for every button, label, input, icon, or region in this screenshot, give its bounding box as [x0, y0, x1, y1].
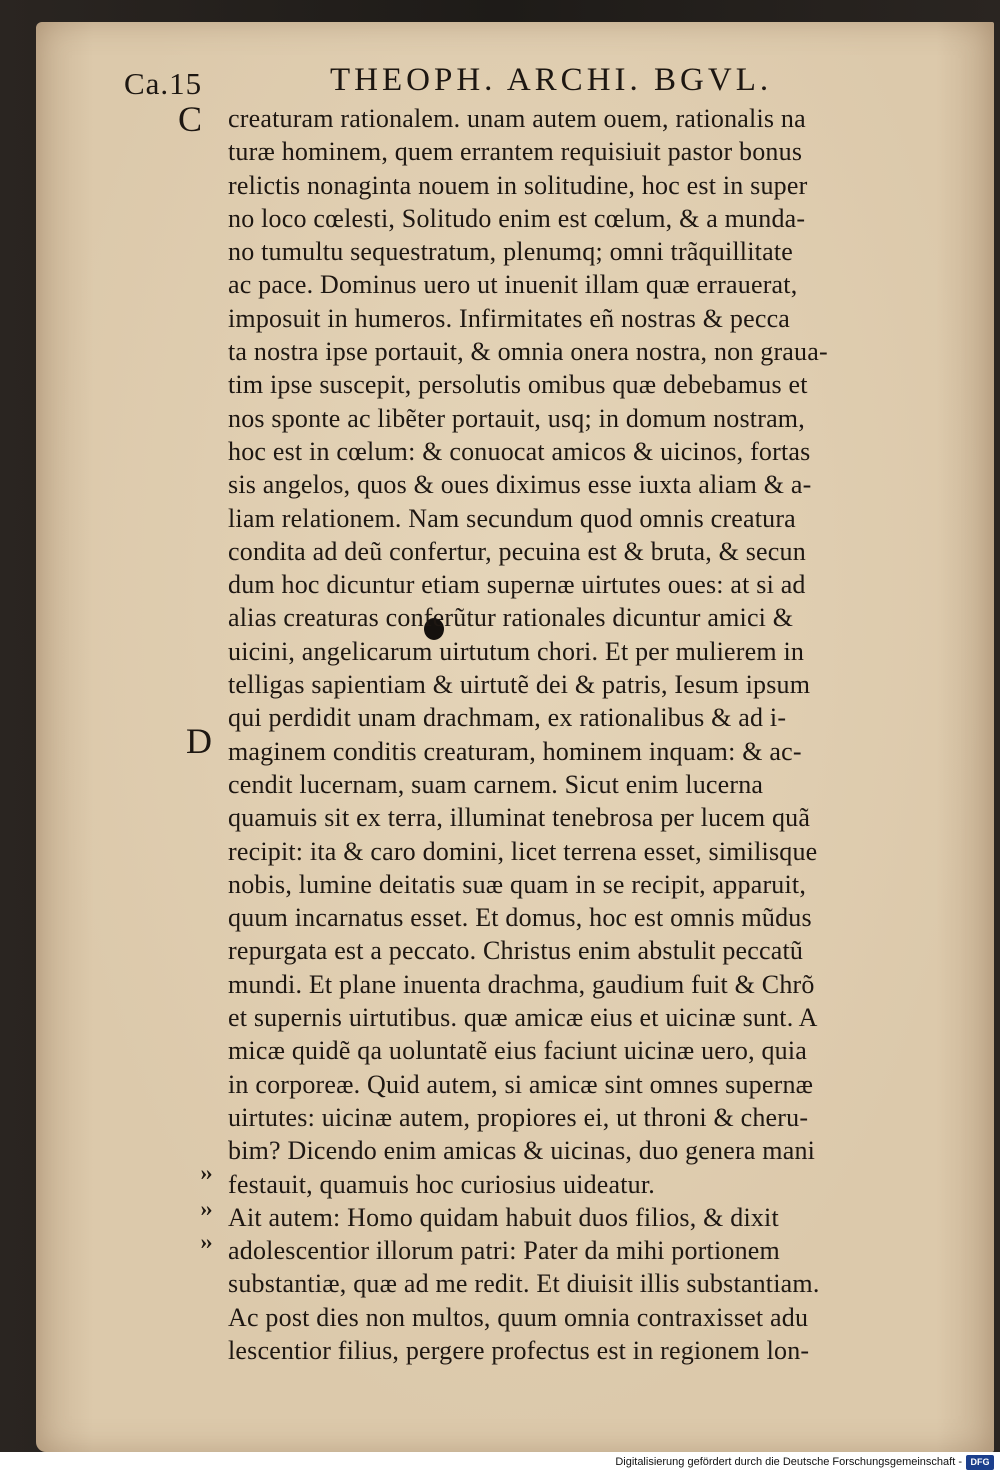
text-line: quamuis sit ex terra, illuminat tenebrosa per lucem quã: [228, 803, 811, 833]
text-line: in corporeæ. Quid autem, si amicæ sint omnes supernæ: [228, 1069, 814, 1099]
text-line: ac pace. Dominus uero ut inuenit illam quæ errauerat,: [228, 270, 798, 300]
text-line: qui perdidit unam drachmam, ex rationalibus & ad i-: [228, 703, 787, 733]
text-line: hoc est in cœlum: & conuocat amicos & uicinos, fortas: [228, 436, 811, 466]
text-line: no loco cœlesti, Solitudo enim est cœlum, & a munda-: [228, 203, 806, 233]
text-line: recipit: ita & caro domini, licet terrena esset, similisque: [228, 836, 818, 866]
text-line: bim? Dicendo enim amicas & uicinas, duo genera mani: [228, 1136, 816, 1166]
text-line: sis angelos, quos & oues diximus esse iuxta aliam & a-: [228, 470, 812, 500]
text-line: adolescentior illorum patri: Pater da mihi portionem: [228, 1236, 780, 1266]
text-line: tim ipse suscepit, persolutis omibus quæ debebamus et: [228, 370, 808, 400]
text-line: et supernis uirtutibus. quæ amicæ eius et uicinæ sunt. A: [228, 1003, 818, 1033]
text-line: turæ hominem, quem errantem requisiuit pastor bonus: [228, 137, 803, 167]
quote-mark: ››: [200, 1160, 211, 1185]
body-text: [228, 102, 938, 1367]
text-line: festauit, quamuis hoc curiosius uideatur.: [228, 1169, 656, 1199]
text-line: micæ quidẽ qa uoluntatẽ eius faciunt uicinæ uero, quia: [228, 1036, 808, 1066]
running-head: [120, 62, 940, 102]
text-line: cendit lucernam, suam carnem. Sicut enim lucerna: [228, 769, 764, 799]
text-line: quum incarnatus esset. Et domus, hoc est omnis mũdus: [228, 903, 812, 933]
quote-mark: ››: [200, 1229, 211, 1254]
margin-letter-d: D: [186, 721, 212, 761]
text-line: lescentior filius, pergere profectus est in regionem lon-: [228, 1335, 810, 1365]
text-line: maginem conditis creaturam, hominem inquam: & ac-: [228, 736, 802, 766]
text-line: ta nostra ipse portauit, & omnia onera nostra, non graua-: [228, 337, 828, 367]
text-line: repurgata est a peccato. Christus enim abstulit peccatũ: [228, 936, 804, 966]
text-line: Ait autem: Homo quidam habuit duos filios, & dixit: [228, 1202, 779, 1232]
text-line: uirtutes: uicinæ autem, propiores ei, ut throni & cheru-: [228, 1102, 809, 1132]
text-line: telligas sapientiam & uirtutẽ dei & patris, Iesum ipsum: [228, 670, 811, 700]
text-line: condita ad deũ confertur, pecuina est & bruta, & secun: [228, 536, 806, 566]
text-line: imposuit in humeros. Infirmitates eñ nostras & pecca: [228, 303, 791, 333]
text-line: nobis, lumine deitatis suæ quam in se recipit, apparuit,: [228, 869, 807, 899]
text-line: nos sponte ac libẽter portauit, usq; in domum nostram,: [228, 403, 805, 433]
quote-mark: ››: [200, 1196, 211, 1221]
text-line: liam relationem. Nam secundum quod omnis creatura: [228, 503, 796, 533]
chapter-folio: Ca.15: [124, 66, 203, 101]
margin-letter-c: C: [178, 99, 203, 139]
footer-credit-bar: [0, 1452, 1000, 1474]
dfg-logo: DFG: [966, 1455, 994, 1470]
text-line: uicini, angelicarum uirtutum chori. Et per mulierem in: [228, 636, 805, 666]
text-line: mundi. Et plane inuenta drachma, gaudium fuit & Chrõ: [228, 969, 815, 999]
text-line: no tumultu sequestratum, plenumq; omni trãquillitate: [228, 237, 793, 267]
text-line: alias creaturas conferũtur rationales dicuntur amici &: [228, 603, 794, 633]
funding-credit: Digitalisierung gefördert durch die Deutsche Forschungsgemeinschaft -: [615, 1456, 962, 1468]
running-title: THEOPH. ARCHI. BGVL.: [330, 62, 773, 98]
text-line: relictis nonaginta nouem in solitudine, hoc est in super: [228, 170, 808, 200]
text-line: substantiæ, quæ ad me redit. Et diuisit illis substantiam.: [228, 1269, 820, 1299]
text-line: dum hoc dicuntur etiam supernæ uirtutes oues: at si ad: [228, 570, 806, 600]
text-line: Ac post dies non multos, quum omnia contraxisset adu: [228, 1302, 809, 1332]
text-line: creaturam rationalem. unam autem ouem, rationalis na: [228, 104, 806, 133]
